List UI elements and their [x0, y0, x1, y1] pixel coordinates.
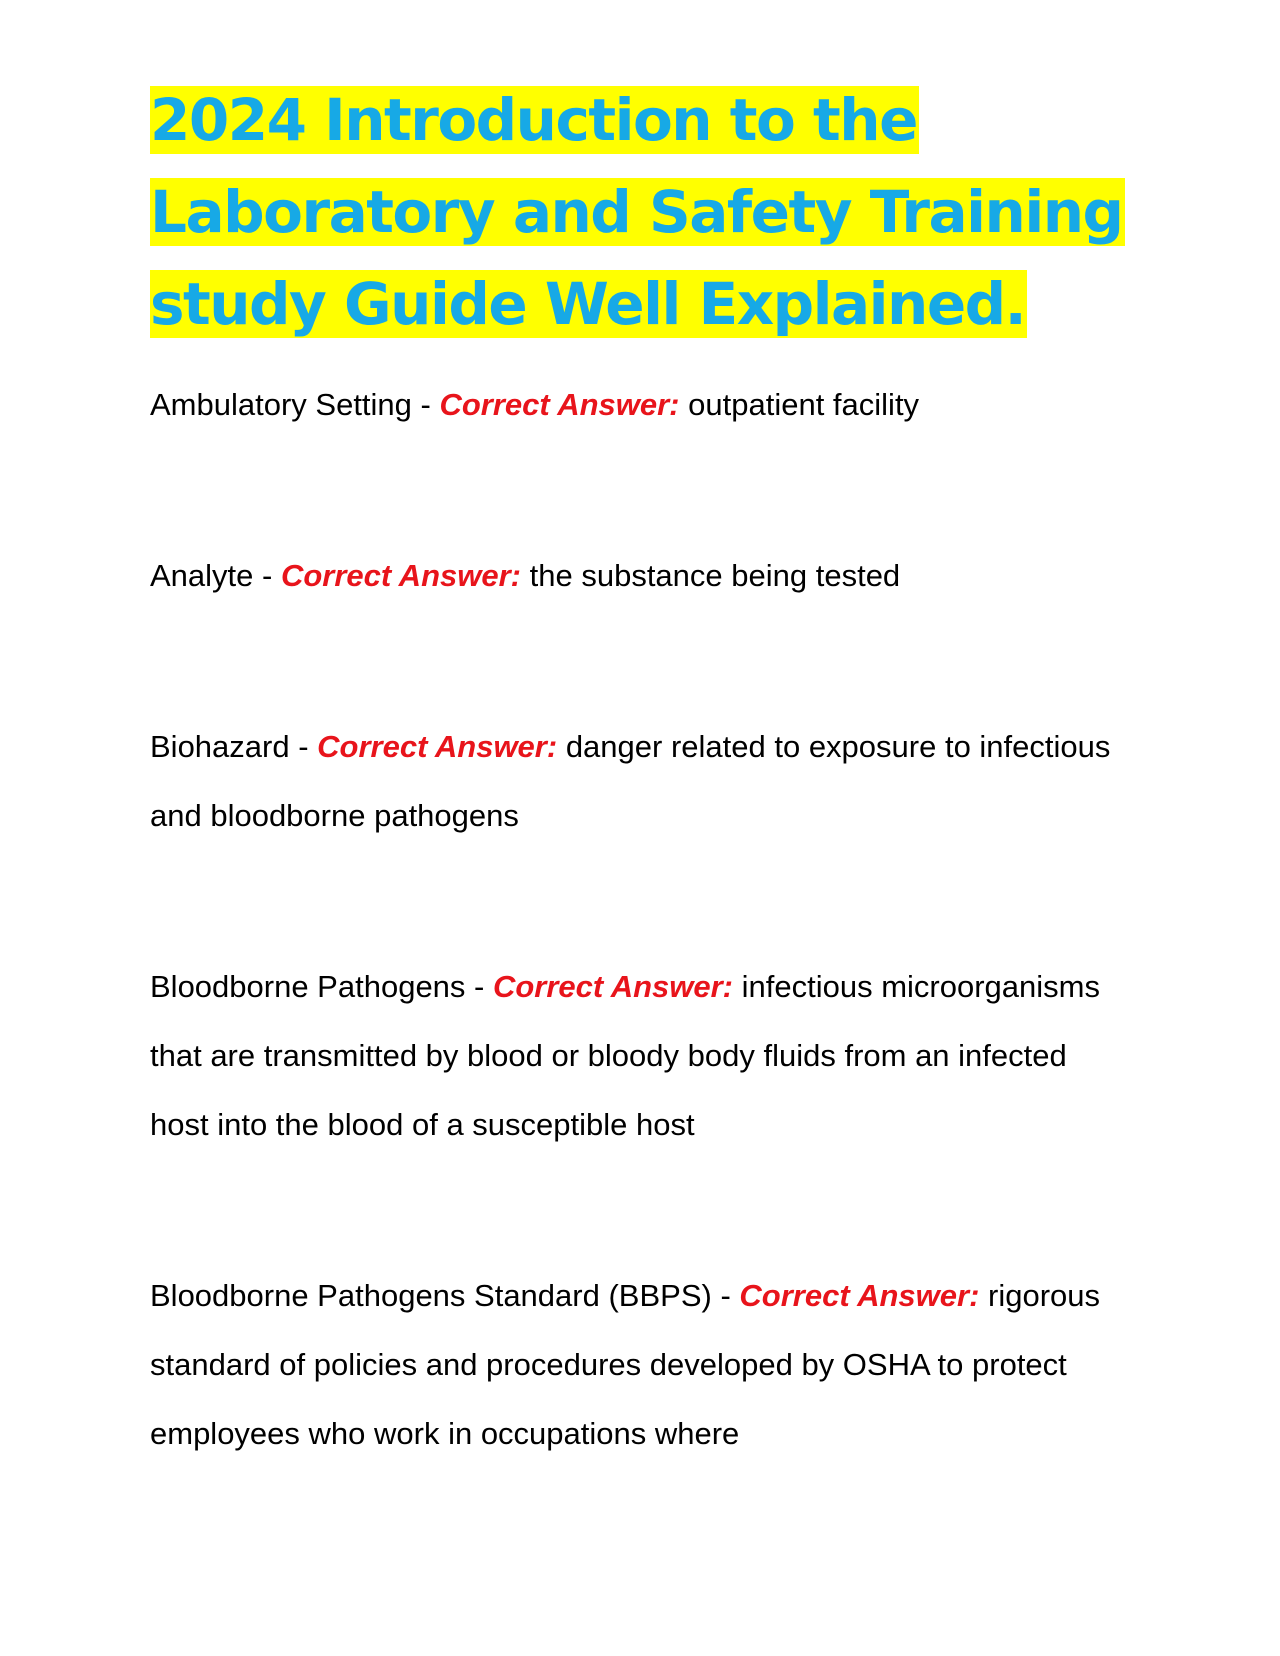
entry-term: Biohazard	[150, 729, 290, 764]
correct-answer-label: Correct Answer:	[739, 1278, 980, 1313]
glossary-entry	[150, 712, 1130, 850]
document-page	[150, 74, 1130, 1570]
glossary-entry	[150, 1261, 1130, 1468]
entry-separator: -	[253, 558, 281, 593]
correct-answer-label: Correct Answer:	[492, 969, 734, 1004]
entry-separator: -	[411, 387, 440, 422]
correct-answer-label: Correct Answer:	[439, 387, 680, 422]
correct-answer-label: Correct Answer:	[317, 729, 558, 764]
entry-separator: -	[289, 729, 318, 764]
entry-definition: danger related to exposure to infectious and bloodborne pathogens	[150, 729, 1111, 833]
title-line-2: Laboratory and Safety Training	[150, 178, 1123, 246]
entry-definition: rigorous standard of policies and procedures developed by OSHA to protect employees who work in occupations where	[150, 1278, 1101, 1451]
glossary-entry	[150, 541, 1130, 610]
correct-answer-label: Correct Answer:	[280, 558, 521, 593]
glossary-entry	[150, 952, 1130, 1159]
entry-definition: outpatient facility	[688, 387, 920, 422]
entry-term: Ambulatory Setting	[150, 387, 412, 422]
title-line-1: 2024 Introduction to the	[150, 86, 917, 154]
entry-definition: the substance being tested	[529, 558, 901, 593]
entry-separator: -	[465, 969, 493, 1004]
entry-separator: -	[711, 1278, 740, 1313]
entry-term: Bloodborne Pathogens	[150, 969, 466, 1004]
entry-term: Bloodborne Pathogens Standard (BBPS)	[150, 1278, 712, 1313]
entry-definition: infectious microorganisms that are transmitted by blood or bloody body fluids from an infected host into the blood of a susceptible host	[150, 969, 1100, 1142]
document-title	[150, 74, 1130, 350]
title-line-3: study Guide Well Explained.	[150, 270, 1026, 338]
glossary-entry	[150, 370, 1130, 439]
glossary-list	[150, 370, 1130, 1468]
entry-term: Analyte	[150, 558, 254, 593]
